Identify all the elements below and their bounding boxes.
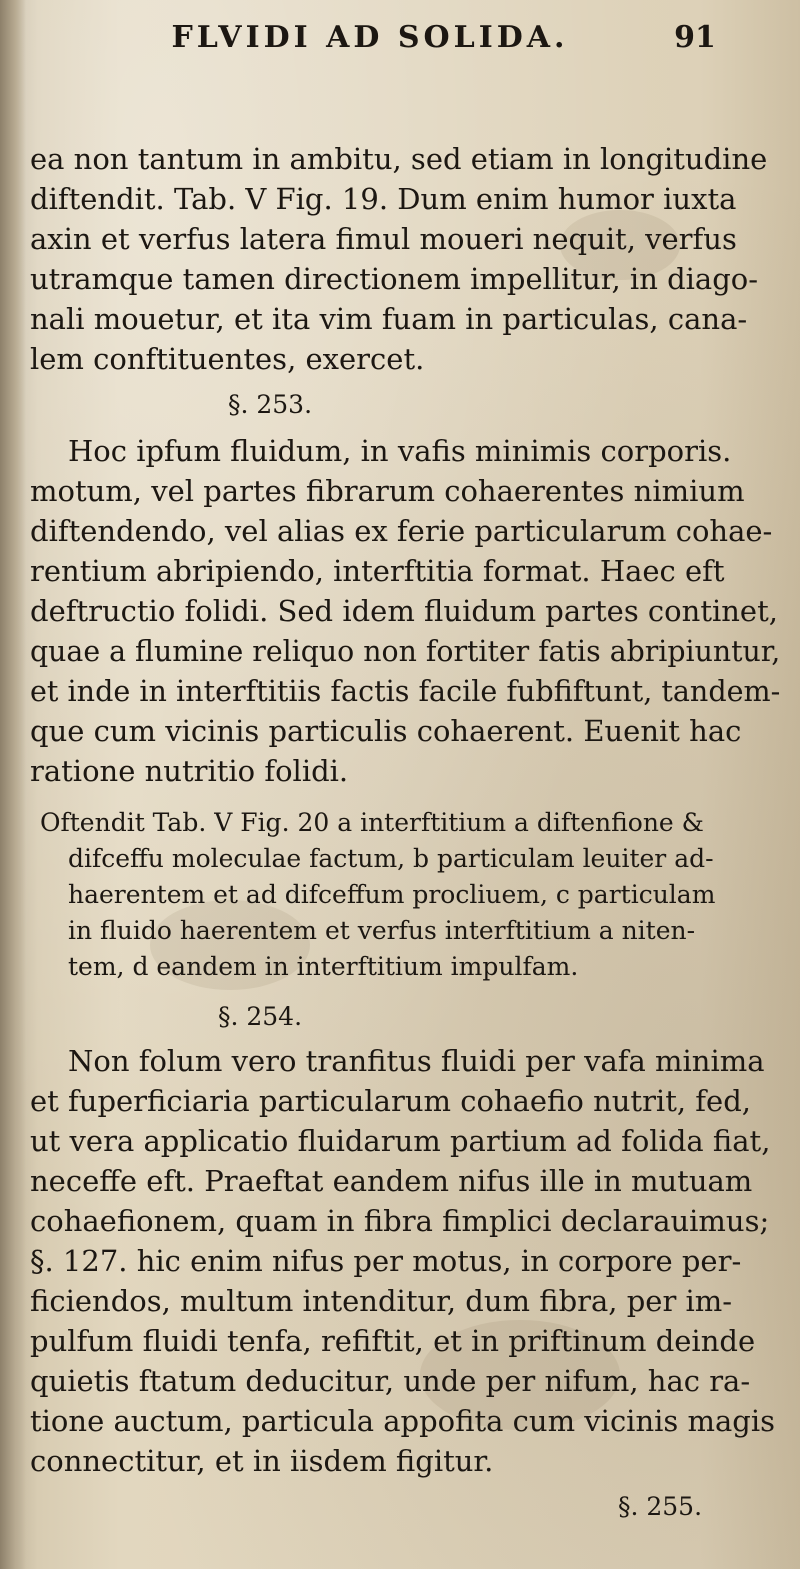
catchword-section-heading: §. 255. xyxy=(617,1492,703,1521)
page-header xyxy=(0,20,800,70)
text-line: quietis ftatum deducitur, unde per nifum, hac ra- xyxy=(30,1364,751,1398)
text-line: diftendit. Tab. V Fig. 19. Dum enim humor iuxta xyxy=(30,182,737,216)
text-line: ratione nutritio folidi. xyxy=(30,754,349,788)
text-line: connectitur, et in iisdem figitur. xyxy=(30,1444,494,1478)
running-head: FLVIDI AD SOLIDA. xyxy=(171,20,569,55)
text-line: axin et verfus latera fimul moueri nequit, verfus xyxy=(30,222,737,256)
section-heading: §. 254. xyxy=(217,1002,303,1031)
text-line: ficiendos, multum intenditur, dum fibra, per im- xyxy=(30,1284,733,1318)
binding-edge xyxy=(0,0,26,1569)
text-line: deftructio folidi. Sed idem fluidum partes continet, xyxy=(30,594,778,628)
text-line: neceffe eft. Praeftat eandem nifus ille in mutuam xyxy=(30,1164,753,1198)
text-line: nali mouetur, et ita vim fuam in particulas, cana- xyxy=(30,302,748,336)
text-line: diftendendo, vel alias ex ferie particularum cohae- xyxy=(30,514,773,548)
text-line: §. 127. hic enim nifus per motus, in corpore per- xyxy=(30,1244,742,1278)
text-line: tem, d eandem in interftitium impulfam. xyxy=(68,952,579,981)
text-line: cohaefionem, quam in fibra fimplici declarauimus; xyxy=(30,1204,770,1238)
text-line: pulfum fluidi tenfa, refiftit, et in priftinum deinde xyxy=(30,1324,756,1358)
text-line: lem conftituentes, exercet. xyxy=(30,342,425,376)
text-line: Non folum vero tranfitus fluidi per vafa minima xyxy=(68,1044,765,1078)
text-line: que cum vicinis particulis cohaerent. Euenit hac xyxy=(30,714,742,748)
text-line: Hoc ipfum fluidum, in vafis minimis corporis. xyxy=(68,434,732,468)
text-line: quae a flumine reliquo non fortiter fatis abripiuntur, xyxy=(30,634,781,668)
text-line: Oftendit Tab. V Fig. 20 a interftitium a diftenfione & xyxy=(40,808,704,837)
text-line: rentium abripiendo, interftitia format. Haec eft xyxy=(30,554,725,588)
text-line: in fluido haerentem et verfus interftitium a niten- xyxy=(68,916,696,945)
text-line: difceffu moleculae factum, b particulam leuiter ad- xyxy=(68,844,714,873)
text-line: et fuperficiaria particularum cohaefio nutrit, fed, xyxy=(30,1084,751,1118)
text-line: ea non tantum in ambitu, sed etiam in longitudine xyxy=(30,142,768,176)
section-heading: §. 253. xyxy=(227,390,313,419)
text-line: ut vera applicatio fluidarum partium ad folida fiat, xyxy=(30,1124,771,1158)
text-line: utramque tamen directionem impellitur, in diago- xyxy=(30,262,759,296)
text-line: haerentem et ad difceffum procliuem, c particulam xyxy=(68,880,716,909)
page-number: 91 xyxy=(674,20,716,55)
text-line: et inde in interftitiis factis facile fubfiftunt, tandem- xyxy=(30,674,781,708)
text-line: tione auctum, particula appofita cum vicinis magis xyxy=(30,1404,776,1438)
text-line: motum, vel partes fibrarum cohaerentes nimium xyxy=(30,474,745,508)
